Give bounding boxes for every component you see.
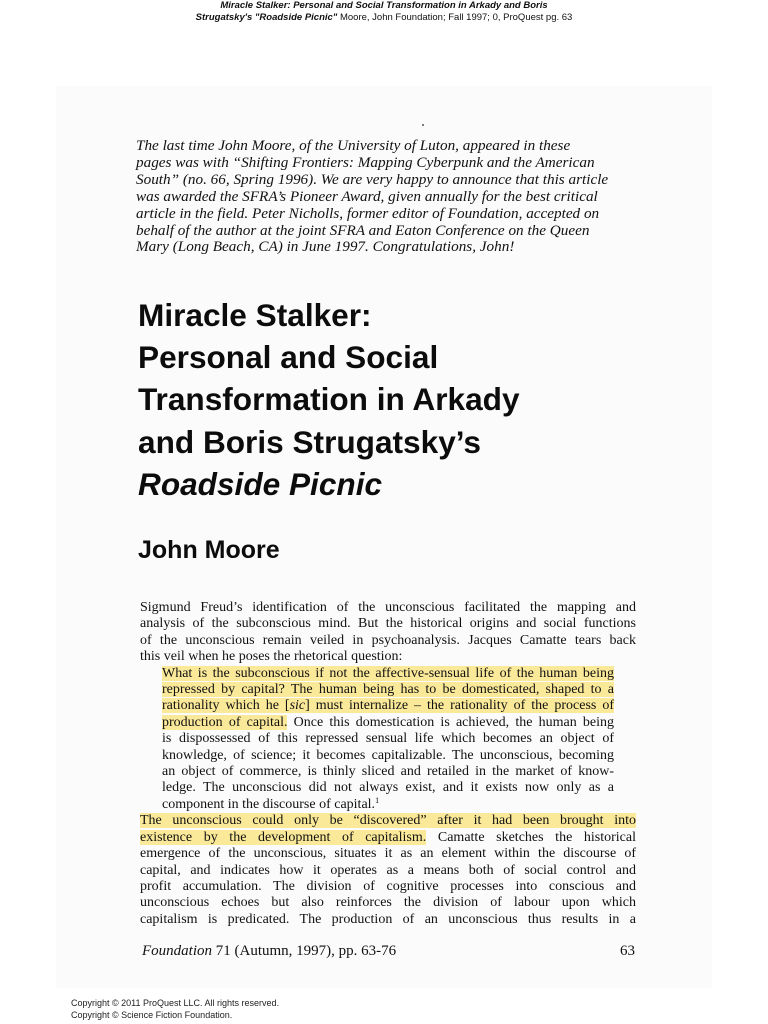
title-line: Transformation in Arkady	[138, 381, 520, 418]
body-line: of the unconscious remain veiled in psychoanalysis. Jacques Camatte tears back	[140, 632, 636, 648]
scan-speck	[422, 124, 424, 126]
quote-line: ledge. The unconscious did not always exist, and it exists now only as a	[162, 780, 614, 796]
paragraph-intro	[140, 600, 636, 666]
quote-line: an object of commerce, is thinly sliced and retailed in the market of know-	[162, 764, 614, 780]
header-source: Moore, John Foundation; Fall 1997; 0, ProQuest pg. 63	[337, 12, 573, 23]
body-line	[140, 813, 636, 829]
block-quote	[162, 666, 614, 814]
intro-line: behalf of the author at the joint SFRA and Eaton Conference on the Queen	[136, 221, 590, 239]
copyright-line: Copyright © 2011 ProQuest LLC. All rights reserved.	[71, 998, 280, 1008]
quote-line	[162, 797, 614, 813]
title-line: and Boris Strugatsky’s	[138, 423, 481, 460]
quote-line	[162, 698, 614, 714]
page-footer	[142, 942, 635, 960]
proquest-header	[0, 0, 768, 24]
copyright-notice	[71, 997, 279, 1021]
body-line: capital, and indicates how it operates as a means both of social control and	[140, 862, 636, 878]
intro-note	[136, 138, 631, 256]
title-book-name: Roadside Picnic	[138, 465, 383, 502]
quote-text: rationality which he [	[162, 698, 290, 714]
body-line	[140, 830, 636, 846]
highlighted-text	[162, 698, 614, 713]
copyright-line: Copyright © Science Fiction Foundation.	[71, 1010, 233, 1020]
article-title	[138, 294, 698, 505]
title-line: Personal and Social	[138, 339, 439, 376]
journal-name: Foundation	[142, 943, 212, 959]
page-number: 63	[620, 943, 635, 959]
header-title-cont: Strugatsky's "Roadside Picnic"	[195, 12, 338, 23]
highlighted-text: existence by the development of capitalism.	[140, 829, 427, 845]
title-line: Miracle Stalker:	[138, 297, 372, 333]
intro-line: was awarded the SFRA’s Pioneer Award, given annually for the best critical	[136, 187, 598, 205]
header-title-line: Miracle Stalker: Personal and Social Transformation in Arkady and Boris	[220, 0, 548, 11]
body-line: this veil when he poses the rhetorical question:	[140, 649, 403, 665]
quote-text: ] must internalize – the rationality of the process of	[305, 698, 614, 714]
body-line: Sigmund Freud’s identification of the unconscious facilitated the mapping and	[140, 600, 636, 615]
quote-line	[162, 666, 614, 682]
intro-line: Mary (Long Beach, CA) in June 1997. Congratulations, John!	[136, 238, 515, 256]
highlighted-text: The unconscious could only be “discovered” after it had been brought into	[140, 813, 636, 829]
sic-mark: sic	[289, 698, 306, 714]
intro-line: article in the field. Peter Nicholls, former editor of Foundation, accepted on	[136, 204, 600, 222]
body-line: emergence of the unconscious, situates it as an element within the discourse of	[140, 846, 636, 862]
quote-text: Once this domestication is achieved, the human being	[287, 714, 614, 730]
header-citation-line	[0, 12, 768, 24]
body-line: unconscious echoes but also reinforces the division of labour upon which	[140, 895, 636, 911]
journal-citation: 71 (Autumn, 1997), pp. 63-76	[212, 943, 397, 959]
highlighted-text: What is the subconscious if not the affective-sensual life of the human being	[162, 665, 614, 681]
footnote-marker: 1	[375, 795, 380, 805]
body-line: profit accumulation. The division of cognitive processes into conscious and	[140, 878, 636, 894]
paragraph-main	[140, 813, 636, 928]
quote-line: knowledge, of science; it becomes capitalizable. The unconscious, becoming	[162, 747, 614, 763]
highlighted-text: production of capital.	[162, 714, 288, 730]
author-name: John Moore	[138, 536, 280, 564]
intro-line: pages was with “Shifting Frontiers: Mapping Cyberpunk and the American	[136, 153, 595, 171]
quote-line	[162, 715, 614, 731]
intro-line: South” (no. 66, Spring 1996). We are very happy to announce that this article	[136, 170, 609, 188]
body-line: analysis of the subconscious mind. But the historical origins and social functions	[140, 616, 636, 632]
article-body	[140, 600, 636, 928]
quote-line: is dispossessed of this repressed sensual life which becomes an object of	[162, 731, 614, 747]
quote-line	[162, 682, 614, 698]
highlighted-text: repressed by capital? The human being has to be domesticated, shaped to a	[162, 682, 614, 698]
quote-text: component in the discourse of capital.	[162, 796, 376, 812]
body-line: capitalism is predicated. The production of an unconscious thus results in a	[140, 911, 636, 927]
body-text: Camatte sketches the historical	[426, 829, 636, 845]
intro-line: The last time John Moore, of the University of Luton, appeared in these	[136, 137, 571, 154]
